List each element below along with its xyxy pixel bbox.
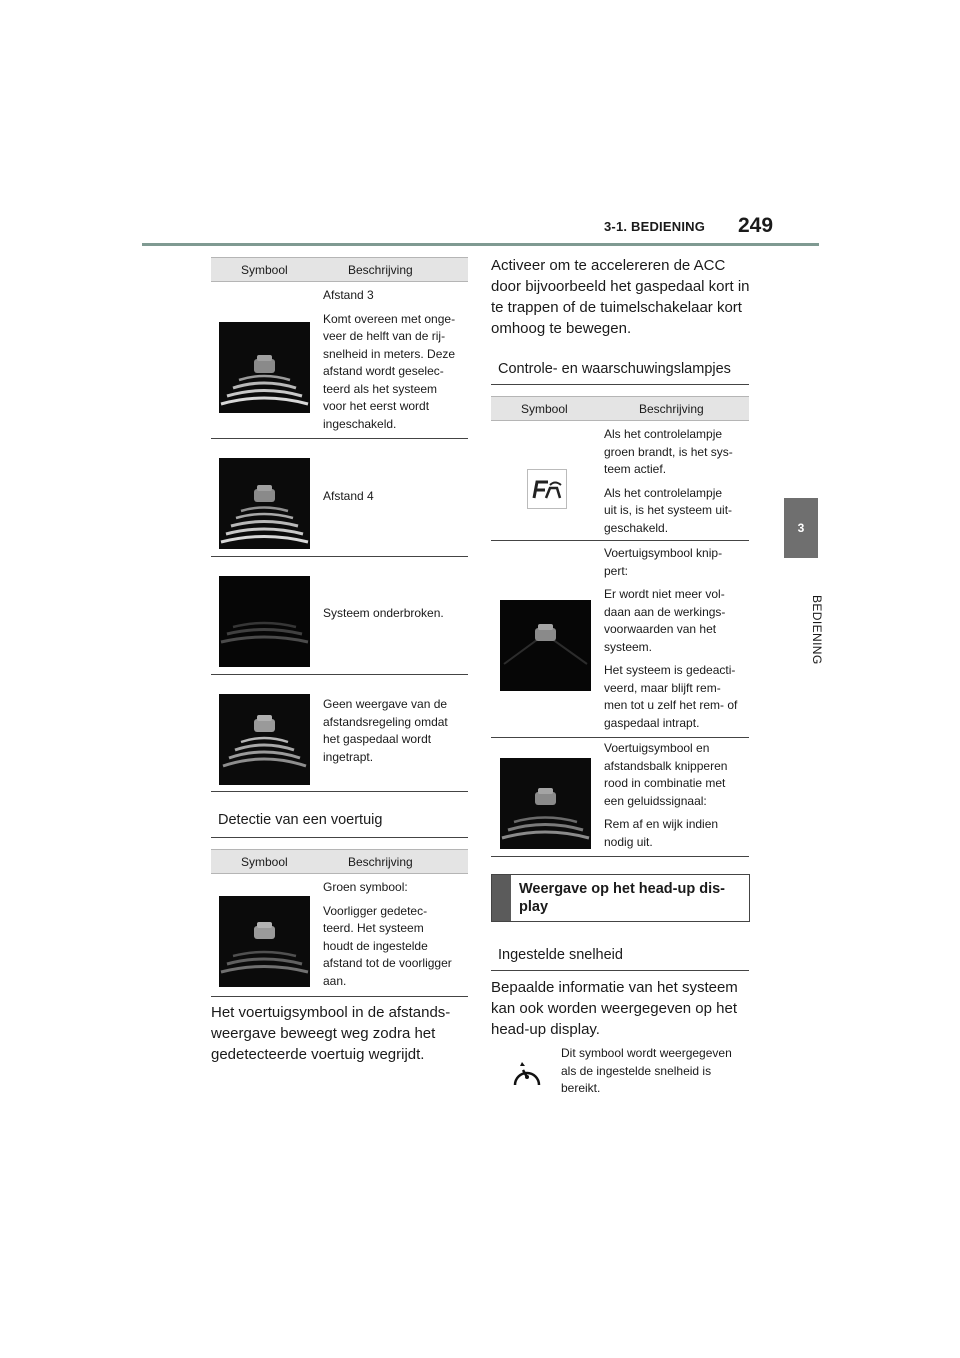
vehicle-detected-icon [219, 896, 310, 987]
vehicle-flashing-icon [500, 600, 591, 691]
desc-text: Als het controlelampje groen brandt, is het sys- teem actief. [604, 427, 733, 476]
row-description: Geen weergave van de afstandsregeling omdat het gaspedaal wordt ingetrapt. [323, 697, 448, 764]
heading-rule [491, 384, 749, 385]
table-header [211, 257, 468, 282]
heading-rule [491, 970, 749, 971]
col-description: Beschrijving [639, 402, 704, 416]
desc-text: Afstand 4 [323, 489, 374, 503]
desc-text: Systeem onderbroken. [323, 606, 444, 620]
chapter-label [774, 565, 824, 665]
desc-text: Voertuigsymbool knip- pert: [604, 546, 723, 578]
heading-rule [211, 837, 468, 838]
speed-note: Dit symbool wordt weergegeven als de ingestelde snelheid is bereikt. [561, 1046, 732, 1095]
distance-3-icon [219, 322, 310, 413]
row-divider [491, 737, 749, 738]
col-symbol: Symbool [241, 263, 288, 277]
vehicle-and-bar-flashing-icon [500, 758, 591, 849]
row-divider [211, 438, 468, 439]
system-interrupted-icon [219, 576, 310, 667]
header-rule [142, 243, 819, 246]
page-number: 249 [738, 214, 774, 237]
desc-text: Komt overeen met onge- veer de helft van de rij- snelheid in meters. Deze afstand wordt geselec- teerd als het systeem voor het eerst wordt ingeschakeld. [323, 311, 456, 431]
distance-4-icon [219, 458, 310, 549]
section-title: 3-1. BEDIENING [604, 219, 706, 234]
desc-text: Er wordt niet meer vol- daan aan de werkings- voorwaarden van het systeem. [604, 587, 726, 654]
row-description [323, 488, 468, 512]
section-heading: Ingestelde snelheid [498, 947, 623, 963]
row-description [604, 740, 752, 857]
accelerator-pressed-icon [219, 694, 310, 785]
desc-text: Rem af en wijk indien nodig uit. [604, 817, 719, 849]
row-description [323, 287, 468, 439]
row-divider [211, 791, 468, 792]
hud-heading: Weergave op het head-up dis- play [519, 881, 725, 915]
desc-text: Als het controlelampje uit is, is het systeem uit- geschakeld. [604, 485, 733, 535]
col-symbol: Symbool [521, 402, 568, 416]
set-speed-icon [510, 1058, 544, 1092]
col-description: Beschrijving [348, 263, 413, 277]
body-paragraph: Activeer om te accelereren de ACC door bijvoorbeeld het gaspedaal kort in te trappen of de tuimelschakelaar kort omhoog te bewegen. [491, 257, 750, 337]
section-heading: Controle- en waarschuwingslampjes [498, 361, 731, 377]
row-description [323, 605, 468, 629]
chapter-tab: 3 [784, 498, 818, 558]
desc-text: Afstand 3 [323, 288, 374, 302]
row-description [604, 545, 752, 738]
hud-heading-box [491, 874, 750, 922]
row-divider [491, 856, 749, 857]
col-symbol: Symbool [241, 855, 288, 869]
desc-text: Voorligger gedetec- teerd. Het systeem houdt de ingestelde afstand tot de voorligger aan. [323, 903, 452, 988]
row-description [604, 426, 752, 543]
row-description [323, 879, 468, 996]
table-header [491, 396, 749, 421]
desc-text: Voertuigsymbool en afstandsbalk knipperen rood in combinatie met een geluidssignaal: [604, 741, 728, 808]
row-divider [211, 996, 468, 997]
col-description: Beschrijving [348, 855, 413, 869]
desc-text: Groen symbool: [323, 880, 408, 894]
section-heading: Detectie van een voertuig [218, 812, 383, 828]
chapter-label-text: BEDIENING [810, 595, 824, 665]
acc-indicator-icon [527, 469, 567, 509]
row-divider [491, 540, 749, 541]
body-paragraph: Bepaalde informatie van het systeem kan ook worden weergegeven op het head-up display. [491, 979, 738, 1038]
row-divider [211, 674, 468, 675]
row-divider [211, 556, 468, 557]
desc-text: Het systeem is gedeacti- veerd, maar blijft rem- men tot u zelf het rem- of gaspedaal intrapt. [604, 663, 738, 730]
table-header [211, 849, 468, 874]
body-paragraph: Het voertuigsymbool in de afstands- weergave beweegt weg zodra het gedetecteerde voertuig wegrijdt. [211, 1004, 451, 1063]
heading-marker [492, 875, 511, 921]
